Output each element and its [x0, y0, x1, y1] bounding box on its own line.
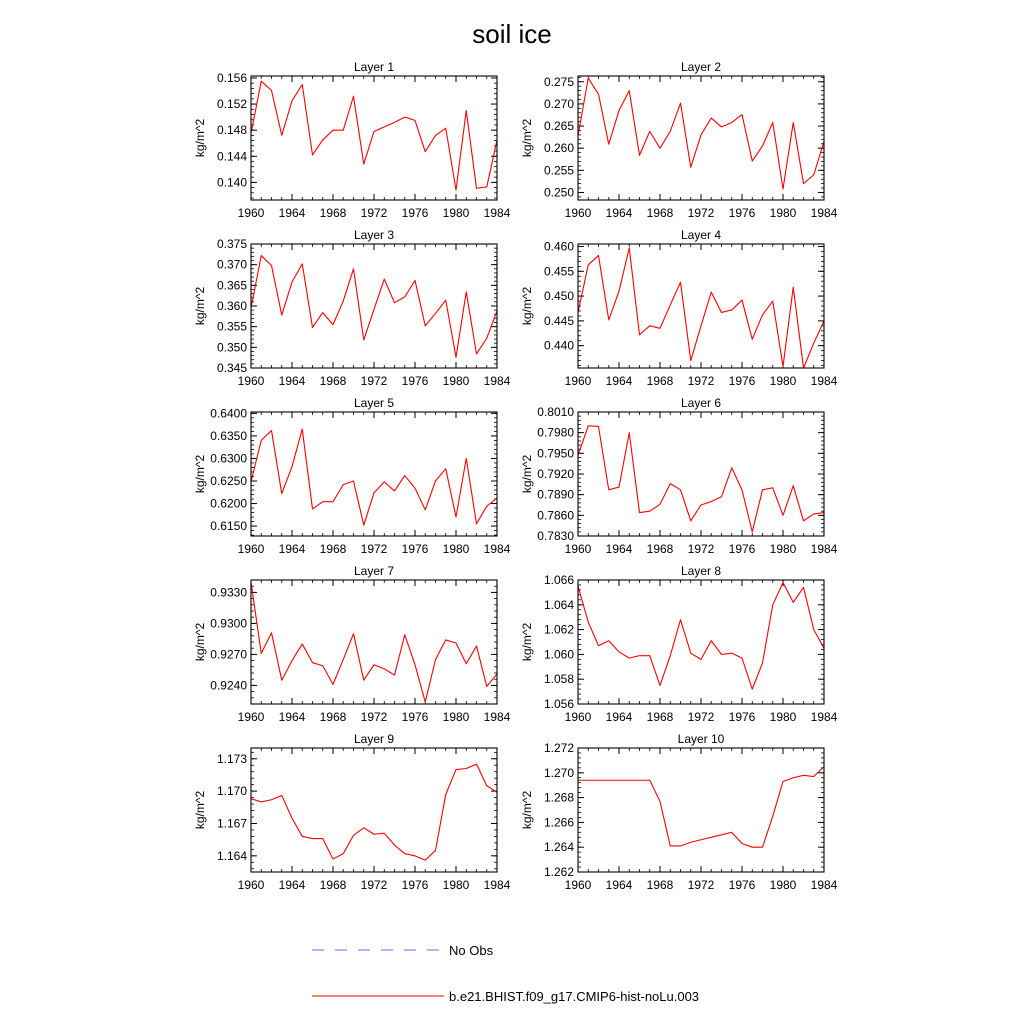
x-tick-label: 1964	[278, 710, 306, 724]
y-tick-label: 0.7830	[537, 529, 574, 543]
y-tick-label: 0.6250	[210, 473, 247, 488]
panel-title: Layer 2	[680, 60, 722, 74]
x-tick-label: 1976	[728, 206, 756, 220]
x-tick-label: 1968	[319, 878, 347, 892]
panel-title: Layer 1	[353, 60, 395, 74]
y-tick-label: 0.144	[216, 149, 247, 164]
x-tick-label: 1964	[278, 542, 306, 556]
x-tick-label: 1980	[769, 542, 797, 556]
y-tick-label: 0.455	[543, 264, 574, 279]
y-axis-label: kg/m^2	[520, 454, 534, 494]
x-tick-label: 1980	[769, 878, 797, 892]
x-tick-label: 1976	[401, 710, 429, 724]
x-tick-label: 1984	[483, 542, 511, 556]
x-tick-label: 1980	[442, 542, 470, 556]
x-tick-label: 1980	[769, 710, 797, 724]
x-tick-label: 1964	[605, 542, 633, 556]
y-tick-label: 0.9270	[210, 647, 247, 662]
data-series-line	[578, 582, 824, 689]
y-tick-label: 1.062	[543, 622, 574, 637]
data-series-line	[251, 582, 497, 702]
x-tick-label: 1980	[769, 374, 797, 388]
x-tick-label: 1980	[442, 374, 470, 388]
y-tick-label: 0.345	[216, 361, 247, 375]
y-axis-label: kg/m^2	[193, 454, 207, 494]
x-tick-label: 1968	[319, 374, 347, 388]
x-tick-label: 1964	[278, 206, 306, 220]
y-axis-label: kg/m^2	[193, 622, 207, 662]
x-tick-label: 1976	[728, 878, 756, 892]
data-series-line	[578, 767, 824, 848]
y-axis-label: kg/m^2	[193, 286, 207, 326]
y-axis-label: kg/m^2	[520, 790, 534, 830]
y-tick-label: 0.360	[216, 299, 247, 313]
panel-title: Layer 9	[353, 732, 395, 746]
x-tick-label: 1960	[237, 878, 265, 892]
y-tick-label: 0.7860	[537, 508, 574, 523]
y-tick-label: 0.9240	[210, 678, 247, 693]
y-tick-label: 0.8010	[537, 405, 574, 419]
data-series-line	[251, 81, 497, 190]
x-tick-label: 1980	[442, 878, 470, 892]
x-tick-label: 1968	[646, 542, 674, 556]
x-tick-label: 1960	[564, 374, 592, 388]
x-tick-label: 1964	[605, 206, 633, 220]
y-tick-label: 1.066	[543, 573, 574, 587]
panel-layer-3	[193, 228, 511, 388]
y-tick-label: 0.7950	[537, 446, 574, 461]
legend-obs-label: No Obs	[449, 943, 494, 958]
x-tick-label: 1984	[810, 542, 838, 556]
panels-grid	[193, 60, 838, 892]
plot-frame	[578, 748, 824, 872]
panel-title: Layer 6	[680, 396, 722, 410]
x-tick-label: 1972	[687, 710, 715, 724]
y-tick-label: 0.445	[543, 313, 574, 328]
x-tick-label: 1960	[564, 878, 592, 892]
y-tick-label: 0.156	[216, 70, 247, 85]
panel-layer-7	[193, 564, 511, 724]
y-tick-label: 0.140	[216, 175, 247, 190]
y-axis-label: kg/m^2	[193, 118, 207, 158]
x-tick-label: 1968	[646, 374, 674, 388]
x-tick-label: 1980	[769, 206, 797, 220]
y-tick-label: 0.6300	[210, 451, 247, 466]
y-tick-label: 0.350	[216, 340, 247, 355]
y-tick-label: 1.167	[216, 816, 247, 831]
plot-frame	[578, 580, 824, 704]
y-tick-label: 1.064	[543, 597, 574, 612]
y-tick-label: 1.060	[543, 647, 574, 662]
x-tick-label: 1968	[319, 710, 347, 724]
legend-model-label: b.e21.BHIST.f09_g17.CMIP6-hist-noLu.003	[449, 989, 700, 1004]
y-tick-label: 0.6400	[210, 406, 247, 421]
plot-frame	[578, 412, 824, 536]
x-tick-label: 1984	[483, 374, 511, 388]
x-tick-label: 1984	[810, 878, 838, 892]
y-tick-label: 0.450	[543, 289, 574, 304]
y-tick-label: 0.6200	[210, 496, 247, 511]
x-tick-label: 1984	[483, 206, 511, 220]
plot-frame	[251, 580, 497, 704]
x-tick-label: 1960	[564, 542, 592, 556]
x-tick-label: 1980	[442, 206, 470, 220]
x-tick-label: 1964	[605, 374, 633, 388]
y-tick-label: 0.365	[216, 278, 247, 293]
panel-title: Layer 3	[353, 228, 395, 242]
y-tick-label: 0.6150	[210, 519, 247, 534]
y-tick-label: 1.266	[543, 815, 574, 830]
panel-layer-8	[520, 564, 838, 724]
y-tick-label: 0.7920	[537, 467, 574, 481]
data-series-line	[251, 256, 497, 358]
y-tick-label: 1.270	[543, 765, 574, 780]
x-tick-label: 1972	[360, 542, 388, 556]
x-tick-label: 1976	[401, 374, 429, 388]
y-tick-label: 0.152	[216, 97, 247, 112]
y-tick-label: 0.260	[543, 141, 574, 156]
x-tick-label: 1972	[687, 374, 715, 388]
x-tick-label: 1972	[360, 710, 388, 724]
data-series-line	[578, 248, 824, 368]
y-axis-label: kg/m^2	[193, 790, 207, 830]
y-tick-label: 1.056	[543, 697, 574, 711]
x-tick-label: 1984	[810, 374, 838, 388]
y-tick-label: 1.058	[543, 672, 574, 687]
panel-title: Layer 5	[353, 396, 395, 410]
plot-frame	[578, 76, 824, 200]
y-tick-label: 0.148	[216, 123, 247, 138]
panel-title: Layer 10	[677, 732, 725, 746]
y-tick-label: 0.265	[543, 119, 574, 134]
y-tick-label: 0.6350	[210, 428, 247, 443]
x-tick-label: 1968	[319, 542, 347, 556]
panel-layer-9	[193, 732, 511, 892]
y-tick-label: 0.9300	[210, 616, 247, 631]
x-tick-label: 1964	[605, 710, 633, 724]
x-tick-label: 1980	[442, 710, 470, 724]
y-tick-label: 0.7890	[537, 487, 574, 502]
x-tick-label: 1968	[646, 878, 674, 892]
data-series-line	[578, 78, 824, 189]
x-tick-label: 1964	[605, 878, 633, 892]
y-tick-label: 0.9330	[210, 585, 247, 600]
x-tick-label: 1976	[401, 542, 429, 556]
x-tick-label: 1960	[564, 206, 592, 220]
panel-layer-10	[520, 732, 838, 892]
plot-frame	[251, 412, 497, 536]
y-axis-label: kg/m^2	[520, 622, 534, 662]
data-series-line	[251, 429, 497, 525]
x-tick-label: 1968	[646, 206, 674, 220]
x-tick-label: 1960	[237, 542, 265, 556]
x-tick-label: 1976	[728, 374, 756, 388]
plot-frame	[251, 244, 497, 368]
x-tick-label: 1960	[237, 206, 265, 220]
y-tick-label: 1.264	[543, 840, 574, 855]
panel-layer-6	[520, 396, 838, 556]
y-tick-label: 1.268	[543, 790, 574, 805]
y-tick-label: 0.460	[543, 239, 574, 254]
x-tick-label: 1984	[810, 206, 838, 220]
x-tick-label: 1968	[319, 206, 347, 220]
y-tick-label: 1.272	[543, 741, 574, 755]
x-tick-label: 1976	[728, 710, 756, 724]
panel-title: Layer 7	[353, 564, 395, 578]
y-tick-label: 0.270	[543, 96, 574, 111]
x-tick-label: 1972	[687, 878, 715, 892]
y-tick-label: 1.164	[216, 848, 247, 863]
data-series-line	[578, 426, 824, 532]
panel-layer-1	[193, 60, 511, 220]
x-tick-label: 1972	[687, 542, 715, 556]
x-tick-label: 1964	[278, 374, 306, 388]
x-tick-label: 1972	[360, 878, 388, 892]
plot-frame	[251, 76, 497, 200]
legend	[312, 943, 699, 1004]
x-tick-label: 1972	[687, 206, 715, 220]
panel-layer-4	[520, 228, 838, 388]
y-tick-label: 0.370	[216, 257, 247, 272]
x-tick-label: 1968	[646, 710, 674, 724]
y-tick-label: 0.440	[543, 338, 574, 353]
panel-layer-2	[520, 60, 838, 220]
data-series-line	[251, 764, 497, 860]
x-tick-label: 1972	[360, 374, 388, 388]
y-tick-label: 0.375	[216, 237, 247, 251]
y-tick-label: 1.262	[543, 865, 574, 879]
y-axis-label: kg/m^2	[520, 286, 534, 326]
y-tick-label: 0.250	[543, 185, 574, 200]
panel-layer-5	[193, 396, 511, 556]
y-axis-label: kg/m^2	[520, 118, 534, 158]
panel-title: Layer 4	[680, 228, 722, 242]
y-tick-label: 1.173	[216, 751, 247, 766]
x-tick-label: 1972	[360, 206, 388, 220]
y-tick-label: 1.170	[216, 784, 247, 799]
y-tick-label: 0.355	[216, 319, 247, 334]
plot-frame	[578, 244, 824, 368]
x-tick-label: 1984	[810, 710, 838, 724]
x-tick-label: 1960	[237, 710, 265, 724]
x-tick-label: 1984	[483, 878, 511, 892]
x-tick-label: 1976	[401, 878, 429, 892]
x-tick-label: 1960	[564, 710, 592, 724]
panel-title: Layer 8	[680, 564, 722, 578]
y-tick-label: 0.7980	[537, 425, 574, 440]
x-tick-label: 1964	[278, 878, 306, 892]
x-tick-label: 1976	[728, 542, 756, 556]
x-tick-label: 1976	[401, 206, 429, 220]
x-tick-label: 1960	[237, 374, 265, 388]
x-tick-label: 1984	[483, 710, 511, 724]
y-tick-label: 0.275	[543, 74, 574, 89]
figure-title: soil ice	[472, 19, 552, 49]
y-tick-label: 0.255	[543, 163, 574, 178]
